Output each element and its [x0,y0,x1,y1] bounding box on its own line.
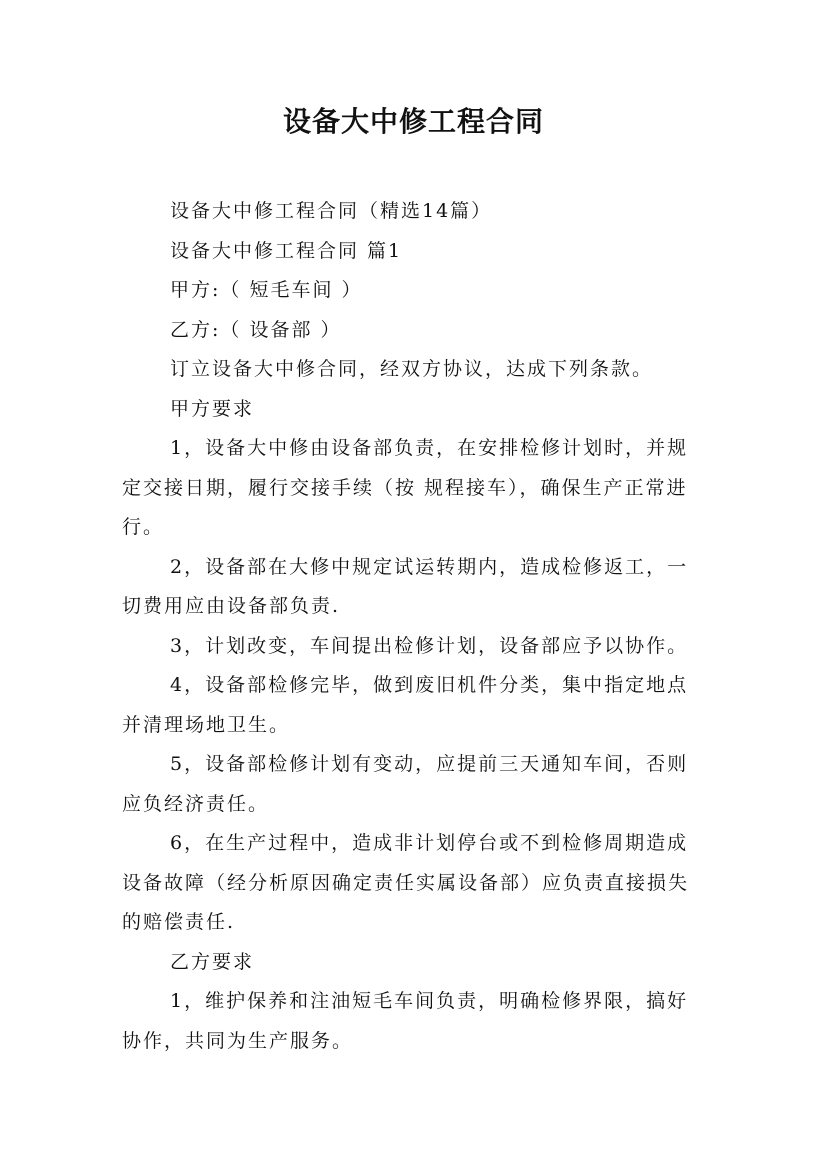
paragraph-clause-b1: 1，维护保养和注油短毛车间负责，明确检修界限，搞好协作，共同为生产服务。 [122,990,689,1052]
document-body [122,192,707,1061]
paragraph-party-b: 乙方:（ 设备部 ） [170,318,342,341]
paragraph-party-a: 甲方:（ 短毛车间 ） [170,279,363,301]
paragraph-clause-a5: 5，设备部检修计划有变动，应提前三天通知车间，否则应负经济责任。 [122,753,689,815]
paragraph-clause-a4: 4，设备部检修完毕，做到废旧机件分类，集中指定地点并清理场地卫生。 [122,674,689,736]
paragraph-clause-a6: 6，在生产过程中，造成非计划停台或不到检修周期造成设备故障（经分析原因确定责任实属设备部）应负责直接损失的赔偿责任. [122,832,690,933]
paragraph-clause-a2: 2，设备部在大修中规定试运转期内，造成检修返工，一切费用应由设备部负责. [122,555,689,617]
paragraph-party-a-requirements-heading: 甲方要求 [170,397,255,420]
paragraph-party-b-requirements-heading: 乙方要求 [170,950,255,973]
paragraph-intro: 订立设备大中修合同，经双方协议，达成下列条款。 [170,358,654,380]
paragraph-subtitle: 设备大中修工程合同（精选14篇） [170,200,493,222]
document-title: 设备大中修工程合同 [282,105,544,138]
paragraph-clause-a1: 1，设备大中修由设备部负责，在安排检修计划时，并规定交接日期，履行交接手续（按 规程接车），确保生产正常进行。 [122,437,689,538]
paragraph-clause-a3: 3，计划改变，车间提出检修计划，设备部应予以协作。 [170,634,689,657]
paragraph-section-heading: 设备大中修工程合同 篇1 [170,239,403,262]
